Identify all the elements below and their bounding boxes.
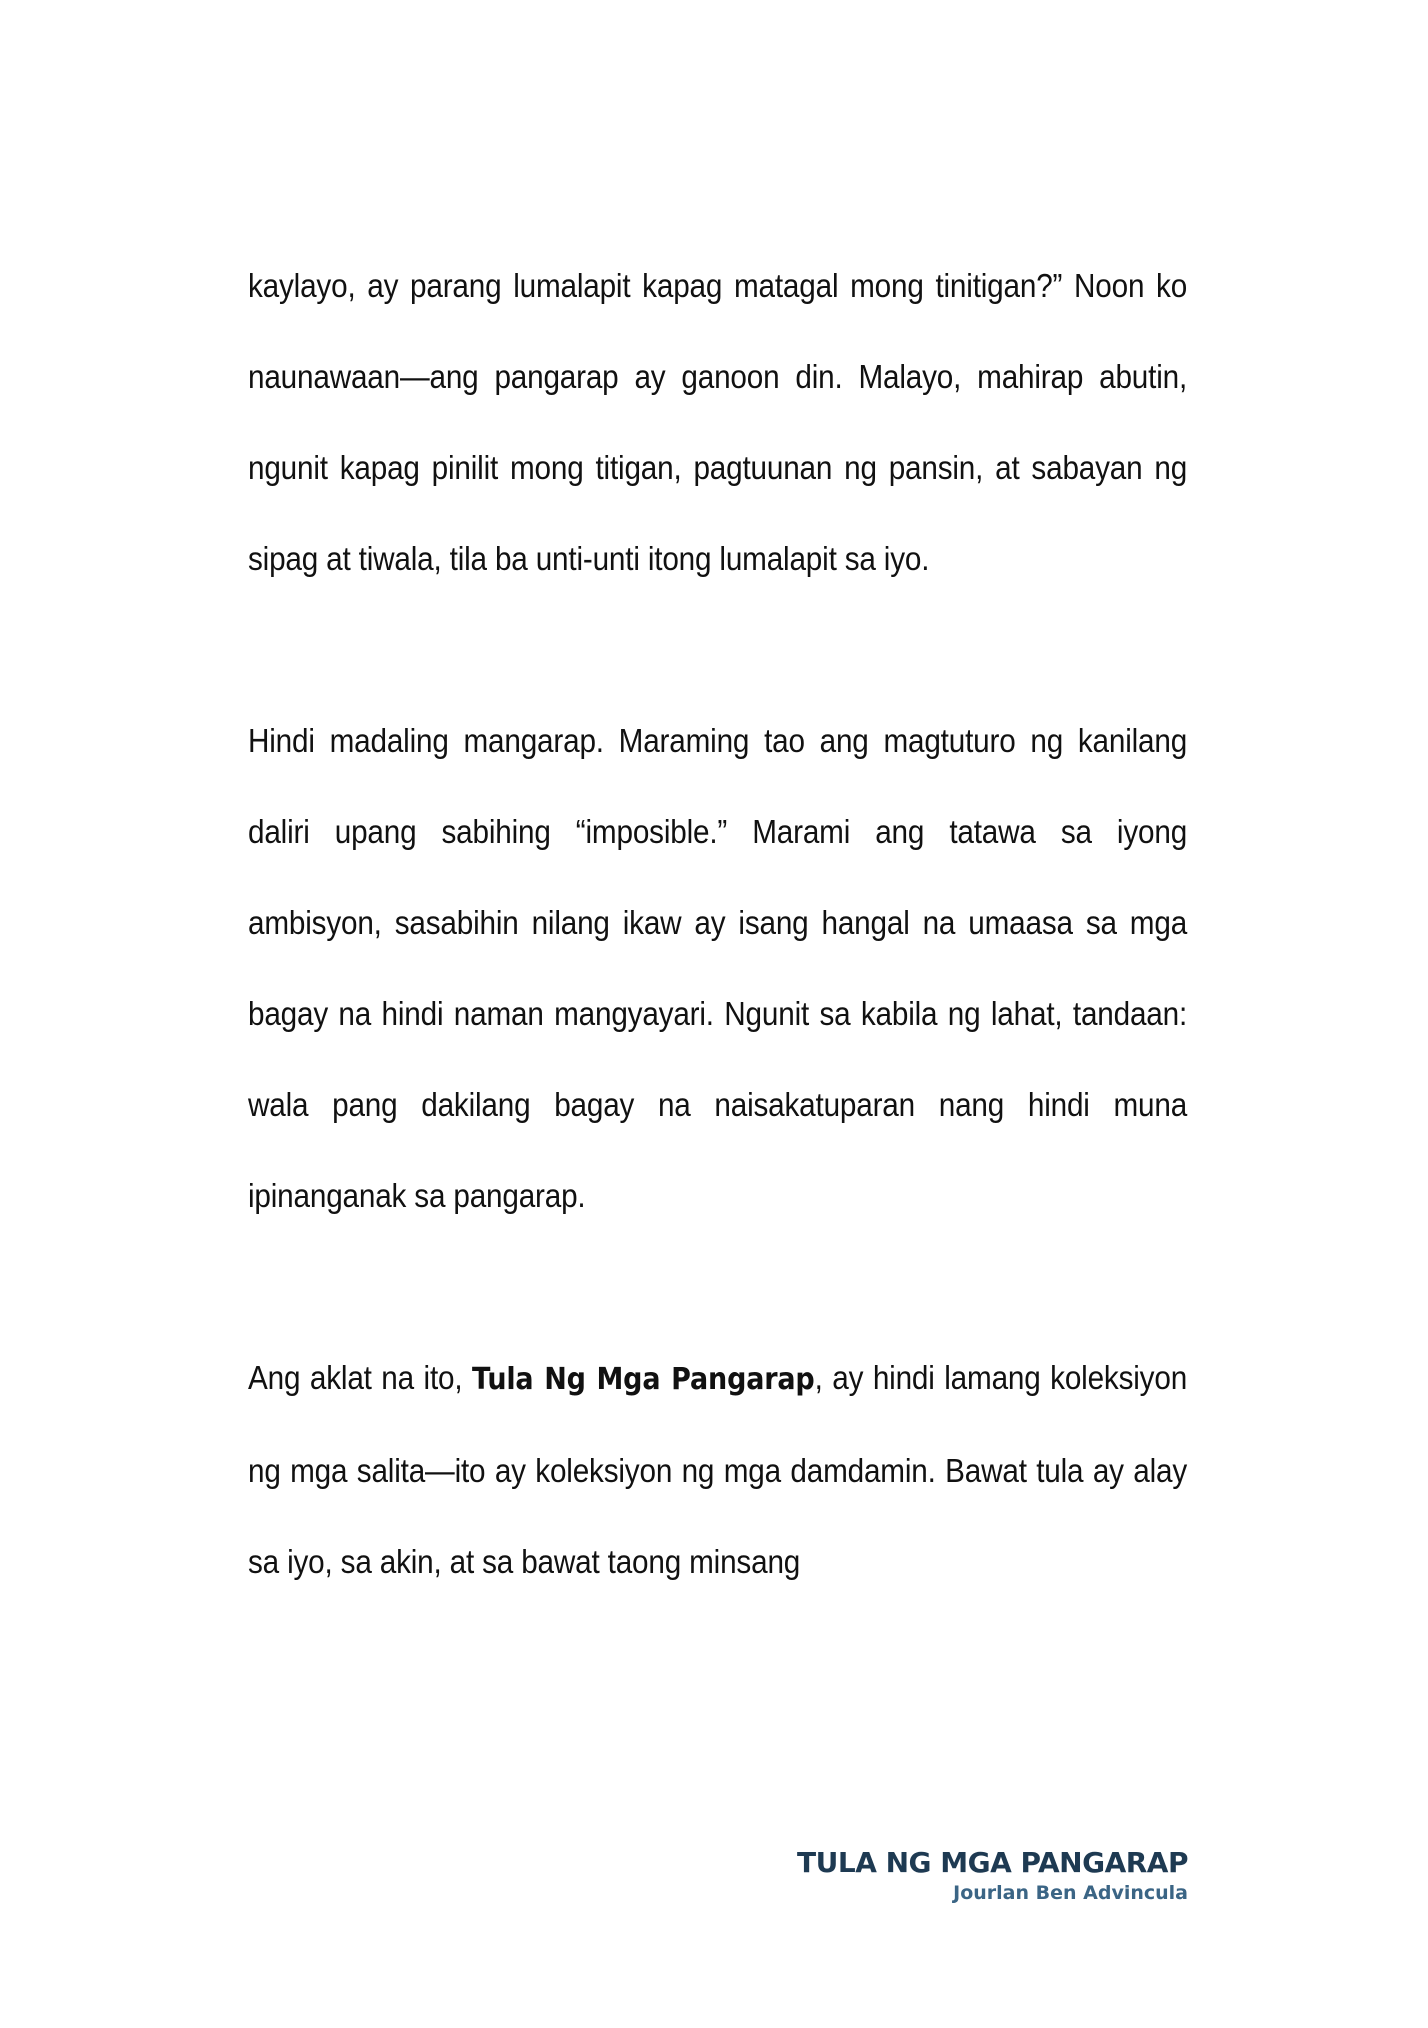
paragraph-3-lead: Ang aklat na ito, — [248, 1359, 473, 1396]
footer-book-title: TULA NG MGA PANGARAP — [797, 1846, 1188, 1879]
paragraph-1: kaylayo, ay parang lumalapit kapag matagal mong tinitigan?” Noon ko naunawaan—ang pangarap ay ganoon din. Malayo, mahirap abutin, ngunit kapag pinilit mong titigan, pagtuunan ng pansin, at sabayan ng sipag at tiwala, tila ba unti-unti itong lumalapit sa iyo. — [248, 267, 1188, 577]
paragraph-2: Hindi madaling mangarap. Maraming tao ang magtuturo ng kanilang daliri upang sabihing “imposible.” Marami ang tatawa sa iyong ambisyon, sasabihin nilang ikaw ay isang hangal na umaasa sa mga bagay na hindi naman mangyayari. Ngunit sa kabila ng lahat, tandaan: wala pang dakilang bagay na naisakatuparan nang hindi muna ipinanganak sa pangarap. — [248, 722, 1188, 1214]
body-text — [248, 240, 1188, 1607]
inline-book-title: Tula Ng Mga Pangarap — [472, 1362, 815, 1397]
paragraph-3 — [248, 1332, 1187, 1607]
page-footer — [797, 1846, 1188, 1906]
paragraph-3-rest: , ay hindi lamang koleksiyon ng mga salita—ito ay koleksiyon ng mga damdamin. Bawat tula ay alay sa iyo, sa akin, at sa bawat taong minsang — [248, 1359, 1188, 1580]
footer-author: Jourlan Ben Advincula — [953, 1882, 1188, 1904]
